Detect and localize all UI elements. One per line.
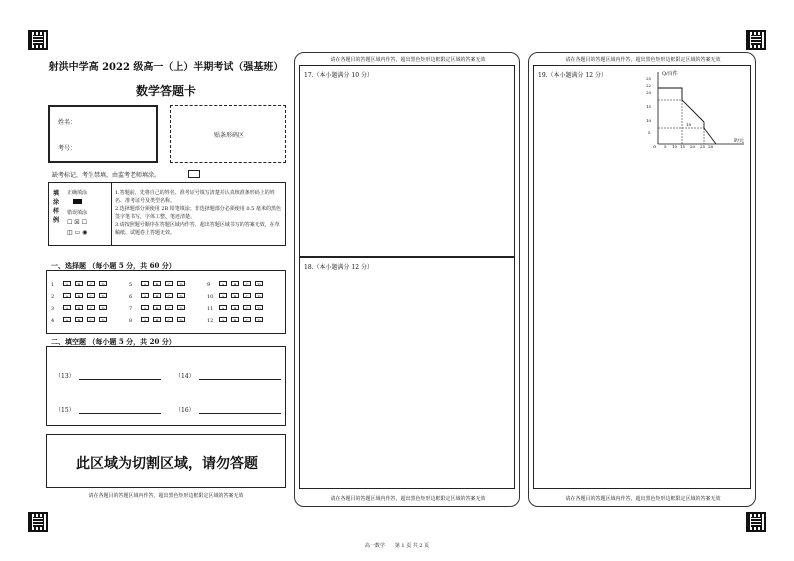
- option-bubble[interactable]: C: [87, 281, 95, 286]
- question-number: 9: [207, 282, 211, 288]
- option-bubble[interactable]: A: [141, 305, 149, 310]
- margin-notice-right-bottom: 请在各题目的答题区域内作答，超出黑色矩形边框限定区域的答案无效: [565, 496, 721, 502]
- blank-14[interactable]: [175, 371, 281, 380]
- option-bubble[interactable]: C: [243, 317, 251, 322]
- choice-question-row: [129, 317, 189, 324]
- blank-16-label: （16）: [175, 407, 195, 414]
- y-tick: 15: [646, 104, 652, 109]
- qr-code-icon: [28, 30, 48, 50]
- q19-area[interactable]: [533, 65, 751, 489]
- option-bubble[interactable]: A: [219, 317, 227, 322]
- wrong-fill-icon: ☐ ☒ ☐: [67, 219, 87, 226]
- option-bubble[interactable]: D: [255, 281, 263, 286]
- option-bubble[interactable]: B: [75, 293, 83, 298]
- question-number: 5: [129, 282, 133, 288]
- y-tick: 20: [646, 90, 652, 95]
- question-number: 3: [51, 306, 55, 312]
- correct-fill-label: 正确填涂: [67, 190, 88, 196]
- y-axis-label: Q/百件: [662, 71, 678, 77]
- option-bubble[interactable]: D: [177, 305, 185, 310]
- option-bubble[interactable]: A: [141, 281, 149, 286]
- instruction-2: 2.选择题部分须使用 2B 铅笔填涂；非选择题部分必须使用 0.5 毫米的黑色签字笔书写，字体工整、笔迹清楚。: [115, 206, 281, 220]
- instruction-1: 1.答题前，先将自己的姓名、准考证号填写清楚并认真核准条形码上的姓名、准考证号及类型名称。: [115, 190, 275, 204]
- y-tick: 10: [646, 118, 652, 123]
- option-bubble[interactable]: B: [231, 293, 239, 298]
- question-number: 2: [51, 294, 55, 300]
- barcode-area: [170, 105, 286, 163]
- barcode-label: 贴条形码区: [213, 132, 244, 139]
- option-bubble[interactable]: C: [165, 305, 173, 310]
- x-tick: 15: [680, 144, 686, 148]
- option-bubble[interactable]: D: [255, 317, 263, 322]
- option-bubble[interactable]: B: [153, 305, 161, 310]
- option-bubble[interactable]: A: [63, 293, 71, 298]
- option-bubble[interactable]: C: [87, 293, 95, 298]
- option-bubble[interactable]: A: [63, 281, 71, 286]
- choice-section-title: 一、选择题 （每小题 5 分，共 60 分）: [51, 261, 176, 270]
- margin-notice-left: 请在各题目的答题区域内作答，超出黑色矩形边框限定区域的答案无效: [88, 493, 244, 499]
- choice-grid: [51, 281, 283, 331]
- choice-question-row: [207, 281, 267, 288]
- option-bubble[interactable]: D: [177, 317, 185, 322]
- cut-area: [46, 434, 286, 488]
- blank-15[interactable]: [55, 405, 161, 414]
- blank-15-label: （15）: [55, 407, 75, 414]
- choice-question-row: [207, 305, 267, 312]
- fill-section-title: 二、填空题 （每小题 5 分，共 20 分）: [51, 337, 176, 346]
- option-bubble[interactable]: D: [99, 305, 107, 310]
- x-tick: 25: [700, 144, 706, 148]
- option-bubble[interactable]: A: [219, 305, 227, 310]
- option-bubble[interactable]: B: [231, 281, 239, 286]
- question-number: 6: [129, 294, 133, 300]
- margin-notice-mid-bottom: 请在各题目的答题区域内作答，超出黑色矩形边框限定区域的答案无效: [330, 496, 486, 502]
- option-bubble[interactable]: D: [99, 281, 107, 286]
- option-bubble[interactable]: A: [63, 305, 71, 310]
- x-axis-label: P/元: [734, 138, 745, 144]
- right-panel: [528, 52, 756, 507]
- y-tick: 22: [646, 83, 652, 88]
- choice-question-row: [129, 293, 189, 300]
- option-bubble[interactable]: B: [75, 317, 83, 322]
- margin-notice-mid-top: 请在各题目的答题区域内作答，超出黑色矩形边框限定区域的答案无效: [330, 57, 486, 63]
- option-bubble[interactable]: D: [99, 317, 107, 322]
- x-tick: 10: [672, 144, 678, 148]
- absent-mark-box[interactable]: [188, 170, 200, 178]
- cut-notice: 此区域为切割区域，请勿答题: [76, 456, 258, 472]
- question-number: 12: [207, 318, 214, 324]
- q19-title: 19.（本小题满分 12 分）: [538, 72, 607, 79]
- option-bubble[interactable]: C: [165, 281, 173, 286]
- option-bubble[interactable]: B: [153, 293, 161, 298]
- option-bubble[interactable]: A: [219, 293, 227, 298]
- option-bubble[interactable]: A: [141, 317, 149, 322]
- x-tick: 20: [690, 144, 696, 148]
- question-number: 1: [51, 282, 55, 288]
- option-bubble[interactable]: C: [243, 305, 251, 310]
- option-bubble[interactable]: B: [153, 317, 161, 322]
- q18-title: 18.（本小题满分 12 分）: [304, 264, 373, 271]
- choice-question-row: [51, 281, 111, 288]
- instructions: [115, 189, 283, 237]
- graph-line-2: [704, 122, 716, 144]
- point-label: 18: [686, 122, 692, 127]
- option-bubble[interactable]: D: [177, 293, 185, 298]
- graph-line-1: [658, 88, 704, 122]
- option-bubble[interactable]: B: [75, 281, 83, 286]
- qr-code-icon: [746, 30, 766, 50]
- option-bubble[interactable]: A: [63, 317, 71, 322]
- blank-16[interactable]: [175, 405, 281, 414]
- question-number: 4: [51, 318, 55, 324]
- x-tick: 28: [708, 144, 714, 148]
- q17-area[interactable]: [299, 65, 515, 257]
- option-bubble[interactable]: D: [255, 293, 263, 298]
- wrong-fill-label: 错误填涂: [67, 210, 88, 216]
- question-number: 10: [207, 294, 214, 300]
- question-number: 11: [207, 306, 214, 312]
- fill-example-label: 填涂样例: [53, 190, 60, 224]
- blank-13-label: （13）: [55, 373, 75, 380]
- page-footer: 高一数学 第 1 页 共 2 页: [364, 543, 430, 549]
- wrong-fill-icon: ◫ ▭ ◉: [67, 229, 88, 236]
- choice-section: [46, 261, 286, 334]
- choice-question-row: [129, 281, 189, 288]
- q17-title: 17.（本小题满分 10 分）: [304, 72, 373, 79]
- blank-13[interactable]: [55, 371, 161, 380]
- choice-question-row: [51, 293, 111, 300]
- x-tick: O: [653, 144, 657, 148]
- question-number: 7: [129, 306, 133, 312]
- qr-code-icon: [28, 512, 48, 532]
- option-bubble[interactable]: C: [165, 317, 173, 322]
- option-bubble[interactable]: D: [99, 293, 107, 298]
- option-bubble[interactable]: C: [243, 281, 251, 286]
- choice-question-row: [51, 305, 111, 312]
- blank-14-label: （14）: [175, 373, 195, 380]
- y-tick: 25: [646, 76, 652, 81]
- option-bubble[interactable]: B: [231, 305, 239, 310]
- question-number: 8: [129, 318, 133, 324]
- choice-question-row: [207, 293, 267, 300]
- fill-example-box: [48, 182, 286, 246]
- option-bubble[interactable]: A: [141, 293, 149, 298]
- x-tick: 5: [664, 144, 667, 148]
- exam-no-label: 考号：: [58, 145, 77, 152]
- option-bubble[interactable]: C: [165, 293, 173, 298]
- correct-fill-icon: [73, 199, 82, 204]
- option-bubble[interactable]: C: [243, 293, 251, 298]
- middle-panel: [294, 52, 520, 507]
- fill-section: [46, 337, 286, 426]
- option-bubble[interactable]: A: [219, 281, 227, 286]
- option-bubble[interactable]: B: [231, 317, 239, 322]
- name-box: [48, 105, 158, 163]
- q18-area[interactable]: [299, 257, 515, 489]
- qr-code-icon: [746, 512, 766, 532]
- option-bubble[interactable]: C: [87, 305, 95, 310]
- option-bubble[interactable]: B: [75, 305, 83, 310]
- option-bubble[interactable]: D: [255, 305, 263, 310]
- choice-question-row: [51, 317, 111, 324]
- q19-graph: [644, 68, 748, 148]
- choice-question-row: [207, 317, 267, 324]
- option-bubble[interactable]: B: [153, 281, 161, 286]
- card-title: 数学答题卡: [135, 84, 196, 98]
- instruction-3: 3.请按照题号顺序在答题区域内作答，超出答题区域书写的答案无效，在草稿纸、试题卷上答题无效。: [115, 222, 280, 236]
- school-title: 射洪中学高 2022 级高一（上）半期考试（强基班）: [48, 62, 284, 73]
- absent-note: 缺考标记，考生禁填，由监考老师填涂。: [52, 172, 161, 179]
- option-bubble[interactable]: D: [177, 281, 185, 286]
- name-label: 姓名：: [58, 119, 77, 126]
- choice-question-row: [129, 305, 189, 312]
- margin-notice-right-top: 请在各题目的答题区域内作答，超出黑色矩形边框限定区域的答案无效: [565, 57, 721, 63]
- y-tick: 5: [648, 130, 651, 135]
- option-bubble[interactable]: C: [87, 317, 95, 322]
